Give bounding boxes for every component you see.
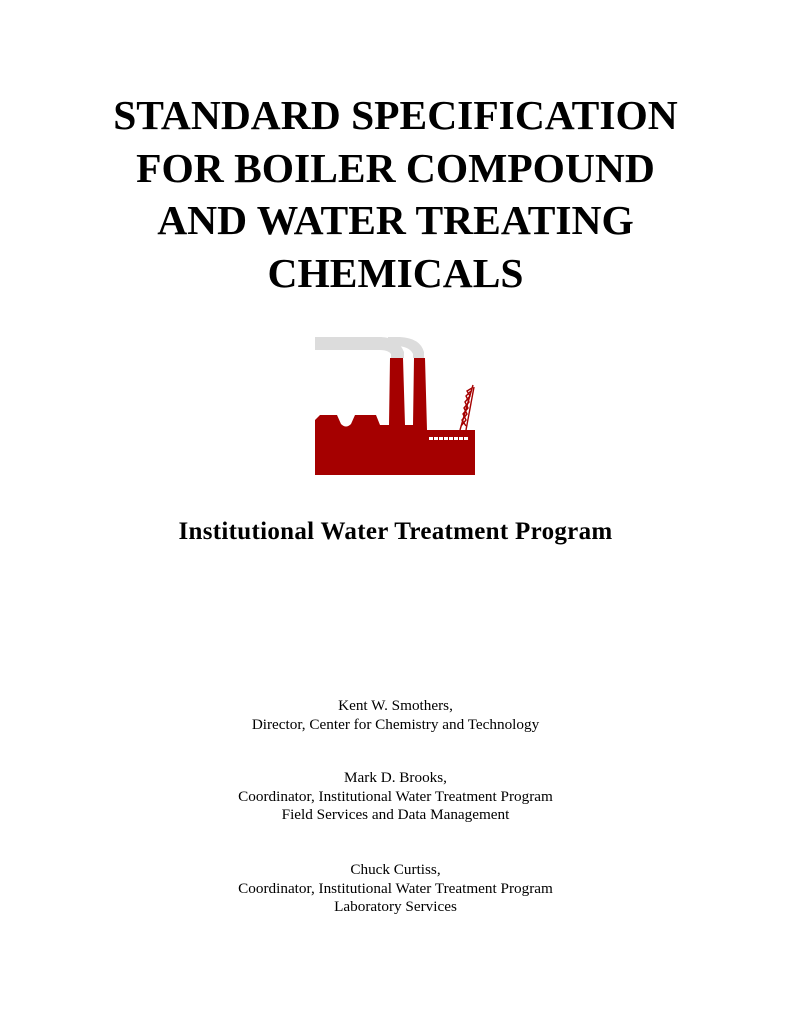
program-name: Institutional Water Treatment Program [178,518,613,545]
author-block-1 [0,697,791,734]
author-name: Mark D. Brooks, [344,769,447,786]
author-department: Field Services and Data Management [281,806,510,823]
title-line-3: AND WATER TREATING [157,197,634,243]
title-line-1: STANDARD SPECIFICATION [113,92,678,138]
author-department: Laboratory Services [334,898,457,915]
factory-icon [312,332,478,478]
author-name: Kent W. Smothers, [338,697,453,714]
author-role: Coordinator, Institutional Water Treatment Program [238,787,553,805]
title-line-2: FOR BOILER COMPOUND [136,144,655,191]
document-title [0,89,791,299]
author-name: Chuck Curtiss, [350,861,441,878]
title-line-4: CHEMICALS [267,249,524,296]
author-role: Director, Center for Chemistry and Technology [251,715,540,733]
author-role: Coordinator, Institutional Water Treatment Program [238,879,553,897]
author-block-3 [0,861,791,917]
author-block-2 [0,769,791,825]
